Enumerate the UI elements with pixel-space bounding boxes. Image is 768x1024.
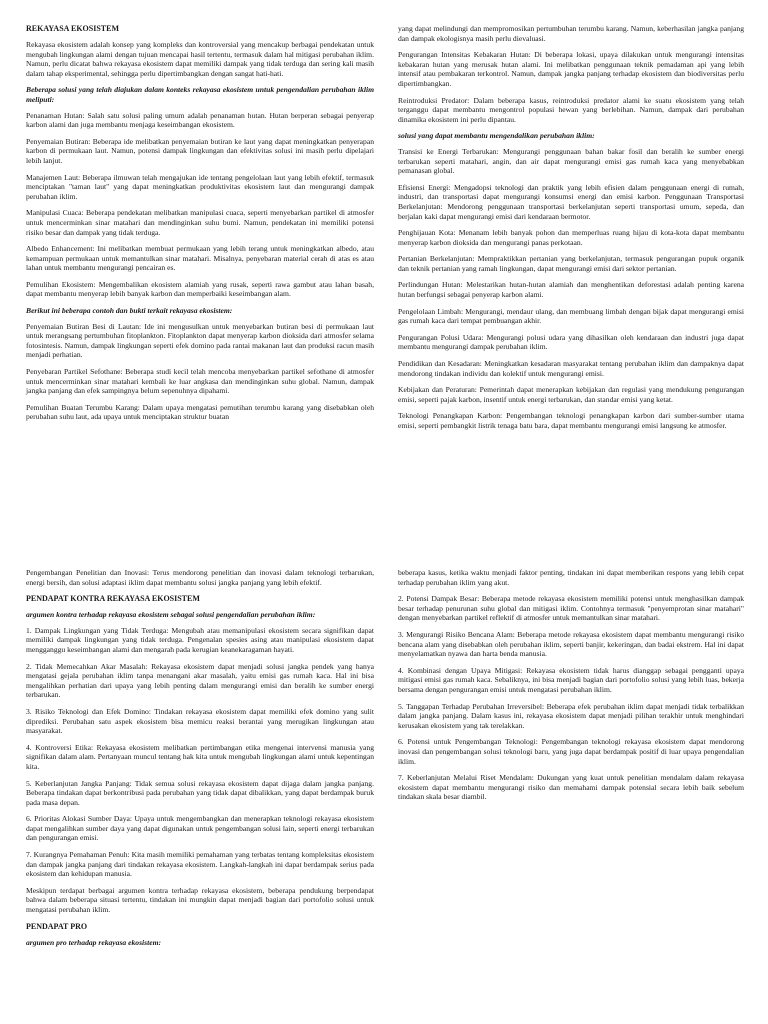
paragraph: Pemulihan Ekosistem: Mengembalikan ekosistem alamiah yang rusak, seperti rawa gambut atau lahan basah, dapat membantu menyerap lebih banyak karbon dan memperbaiki keseimbangan alam. xyxy=(26,279,374,299)
subsection-heading: argumen pro terhadap rekayasa ekosistem: xyxy=(26,937,162,947)
paragraph: Penyemaian Butiran: Beberapa ide melibatkan penyemaian butiran ke laut yang dapat meningkatkan penyerapan karbon di permukaan laut. Namun, potensi dampak lingkungan dan efektivitas solusi ini masih perlu dipelajari lebih lanjut. xyxy=(26,136,374,165)
subsection-heading: Beberapa solusi yang telah diajukan dalam konteks rekayasa ekosistem untuk pengendalian perubahan iklim meliputi: xyxy=(26,85,374,104)
paragraph: Pengelolaan Limbah: Mengurangi, mendaur ulang, dan membuang limbah dengan bijak dapat mengurangi emisi gas rumah kaca dari tempat pembuangan akhir. xyxy=(398,306,744,326)
paragraph: Pemulihan Buatan Terumbu Karang: Dalam upaya mengatasi pemutihan terumbu karang yang disebabkan oleh perubahan suhu laut, ada upaya untuk menciptakan struktur buatan xyxy=(26,402,374,422)
page-separator xyxy=(0,540,768,562)
paragraph: 4. Kombinasi dengan Upaya Mitigasi: Rekayasa ekosistem tidak harus dianggap sebagai pengganti upaya mitigasi emisi gas rumah kaca. Sebaliknya, ini bisa menjadi bagian dari portofolio solusi yang lebih luas, bekerja bersama dengan pengurangan emisi untuk mengatasi perubahan iklim. xyxy=(398,665,744,694)
subsection-heading: Berikut ini beberapa contoh dan bukti terkait rekayasa ekosistem: xyxy=(26,306,233,316)
paragraph: 3. Mengurangi Risiko Bencana Alam: Beberapa metode rekayasa ekosistem dapat membantu mengurangi risiko bencana alam yang disebabkan oleh perubahan iklim, seperti banjir, kekeringan, dan badai ekstrem. Hal ini dapat menyelamatkan nyawa dan harta benda manusia. xyxy=(398,629,744,659)
paragraph: 6. Potensi untuk Pengembangan Teknologi: Pengembangan teknologi rekayasa ekosistem dapat mendorong inovasi dan pengembangan solusi teknologi baru, yang juga dapat berdampak positif di luar upaya pengendalian iklim. xyxy=(398,737,744,766)
subsection-heading: argumen kontra terhadap rekayasa ekosistem sebagai solusi pengendalian perubahan iklim: xyxy=(26,610,316,620)
paragraph: Penyebaran Partikel Sefothane: Beberapa studi kecil telah mencoba menyebarkan partikel sefothane di atmosfer untuk mencerminkan sinar matahari kembali ke luar angkasa dan mendinginkan suhu global. Namun, dampak jangka panjang dan efek sampingnya belum sepenuhnya dipahami. xyxy=(26,367,374,396)
paragraph: Manipulasi Cuaca: Beberapa pendekatan melibatkan manipulasi cuaca, seperti menyebarkan partikel di atmosfer untuk mencerminkan sinar matahari dan mendinginkan suhu bumi. Namun, pendekatan ini memiliki potensi risiko besar dan dampak yang tidak terduga. xyxy=(26,208,374,237)
paragraph: Kebijakan dan Peraturan: Pemerintah dapat menerapkan kebijakan dan regulasi yang mendukung pengurangan emisi, seperti pajak karbon, insentif untuk energi terbarukan, dan standar emisi yang ketat. xyxy=(398,385,744,404)
paragraph: 4. Kontroversi Etika: Rekayasa ekosistem melibatkan pertimbangan etika mengenai intervensi manusia yang signifikan dalam alam. Pertanyaan muncul tentang hak kita untuk mengubah lingkungan alami untuk kepentingan kita. xyxy=(26,742,374,771)
paragraph: Pengurangan Intensitas Kebakaran Hutan: Di beberapa lokasi, upaya dilakukan untuk mengurangi intensitas kebakaran hutan yang merusak hutan alami. Ini melibatkan penggunaan teknik pemadaman api yang lebih intensif atau pembakaran terkontrol. Namun, dampak jangka panjang terhadap ekosistem dan biodiversitas perlu dipertimbangkan. xyxy=(398,50,744,88)
paragraph: Penghijauan Kota: Menanam lebih banyak pohon dan memperluas ruang hijau di kota-kota dapat membantu menyerap karbon dioksida dan mengurangi panas perkotaan. xyxy=(398,228,744,247)
subsection-heading: solusi yang dapat membantu mengendalikan perubahan iklim: xyxy=(398,131,595,141)
paragraph: Pendidikan dan Kesadaran: Meningkatkan kesadaran masyarakat tentang perubahan iklim dan dampaknya dapat mendorong tindakan individu dan kolektif untuk mengurangi emisi. xyxy=(398,359,744,378)
section-heading: PENDAPAT PRO xyxy=(26,921,88,931)
paragraph: Reintroduksi Predator: Dalam beberapa kasus, reintroduksi predator alami ke suatu ekosistem yang telah terganggu dapat membantu mengontrol populasi hewan yang berlebihan. Namun, dampak dari perubahan dinamika ekosistem ini perlu dipantau. xyxy=(398,95,744,124)
paragraph: Perlindungan Hutan: Melestarikan hutan-hutan alamiah dan menghentikan deforestasi adalah penting karena hutan berfungsi sebagai penyerap karbon alami. xyxy=(398,280,744,300)
paragraph: Rekayasa ekosistem adalah konsep yang kompleks dan kontroversial yang mencakup berbagai pendekatan untuk mengubah lingkungan alami dengan tujuan mencapai hasil tertentu, termasuk dalam hal mitigasi perubahan iklim. Namun, perlu dicatat bahwa rekayasa ekosistem dapat memiliki dampak yang tidak terduga dan sering kali masih dalam tahap eksperimental, sehingga perlu dipertimbangkan dengan sangat hati-hati. xyxy=(26,40,374,78)
paragraph: Pengembangan Penelitian dan Inovasi: Terus mendorong penelitian dan inovasi dalam teknologi terbarukan, energi bersih, dan solusi adaptasi iklim dapat membantu solusi jangka panjang yang lebih efektif. xyxy=(26,568,374,587)
bottom-left-column xyxy=(26,568,374,953)
top-right-column xyxy=(398,24,744,438)
paragraph: 5. Keberlanjutan Jangka Panjang: Tidak semua solusi rekayasa ekosistem dapat dijaga dalam jangka panjang. Beberapa tindakan dapat berkontribusi pada perubahan yang tidak dapat dibalikkan, yang dapat berdampak buruk pada masa depan. xyxy=(26,778,374,807)
paragraph: 6. Prioritas Alokasi Sumber Daya: Upaya untuk mengembangkan dan menerapkan teknologi rekayasa ekosistem dapat mengalihkan sumber daya yang dapat digunakan untuk pengembangan solusi lain, seperti energi terbarukan dan pengurangan emisi. xyxy=(26,814,374,843)
paragraph: 1. Dampak Lingkungan yang Tidak Terduga: Mengubah atau memanipulasi ekosistem secara signifikan dapat memiliki dampak lingkungan yang tidak terduga. Pengenalan spesies asing atau manipulasi ekosistem dapat mengganggu keseimbangan alami dan mengarah pada kerugian keanekaragaman hayati. xyxy=(26,625,374,654)
paragraph: Efisiensi Energi: Mengadopsi teknologi dan praktik yang lebih efisien dalam penggunaan energi di rumah, industri, dan transportasi dapat mengurangi konsumsi energi dan emisi karbon. Penggunaan Transportasi Berkelanjutan: Mendorong penggunaan transportasi berkelanjutan seperti transportasi umum, sepeda, dan berjalan kaki dapat mengurangi emisi dari kendaraan bermotor. xyxy=(398,182,744,221)
paragraph: beberapa kasus, ketika waktu menjadi faktor penting, tindakan ini dapat memberikan respons yang lebih cepat terhadap perubahan iklim yang akut. xyxy=(398,568,744,587)
paragraph: Meskipun terdapat berbagai argumen kontra terhadap rekayasa ekosistem, beberapa pendukung berpendapat bahwa dalam beberapa situasi tertentu, tindakan ini mungkin dapat menjadi bagian dari portofolio solusi untuk mengatasi perubahan iklim. xyxy=(26,885,374,915)
paragraph: 7. Keberlanjutan Melalui Riset Mendalam: Dukungan yang kuat untuk penelitian mendalam dalam rekayasa ekosistem dapat membantu mengurangi risiko dan memahami dampak potensial secara lebih baik sebelum tindakan skala besar diambil. xyxy=(398,773,744,802)
paragraph: Penyemaian Butiran Besi di Lautan: Ide ini mengusulkan untuk menyebarkan butiran besi di permukaan laut untuk merangsang pertumbuhan fitoplankton. Fitoplankton dapat menyerap karbon dioksida dari atmosfer selama fotosintesis. Namun, dampak lingkungan seperti efek domino pada rantai makanan laut dan produksi racun masih menjadi perhatian. xyxy=(26,321,374,360)
paragraph: Teknologi Penangkapan Karbon: Pengembangan teknologi penangkapan karbon dari sumber-sumber utama emisi, seperti pembangkit listrik tenaga batu bara, dapat membantu mengurangi emisi langsung ke atmosfer. xyxy=(398,411,744,430)
paragraph: Pengurangan Polusi Udara: Mengurangi polusi udara yang dihasilkan oleh kendaraan dan industri juga dapat membantu mengurangi dampak perubahan iklim. xyxy=(398,332,744,352)
bottom-right-column xyxy=(398,568,744,809)
paragraph: Albedo Enhancement: Ini melibatkan membuat permukaan yang lebih terang untuk meningkatkan albedo, atau kemampuan permukaan untuk memantulkan sinar matahari. Misalnya, penyebaran material cerah di atas es atau lahan untuk membantu mengurangi pencairan es. xyxy=(26,244,374,273)
paragraph: Penanaman Hutan: Salah satu solusi paling umum adalah penanaman hutan. Hutan berperan sebagai penyerap karbon alami dan juga membantu menjaga keseimbangan ekosistem. xyxy=(26,110,374,130)
paragraph: Pertanian Berkelanjutan: Mempraktikkan pertanian yang berkelanjutan, termasuk pengurangan pupuk organik dan teknik pertanian yang ramah lingkungan, dapat mengurangi emisi dari sektor pertanian. xyxy=(398,254,744,273)
top-left-column xyxy=(26,24,374,429)
paragraph: Transisi ke Energi Terbarukan: Mengurangi penggunaan bahan bakar fosil dan beralih ke sumber energi terbarukan seperti matahari, angin, dan air dapat mengurangi emisi gas rumah kaca yang menyebabkan pemanasan global. xyxy=(398,146,744,176)
paragraph: 5. Tanggapan Terhadap Perubahan Irreversibel: Beberapa efek perubahan iklim dapat menjadi tidak terbalikkan dalam jangka panjang. Dalam kasus ini, rekayasa ekosistem dapat menjadi pilihan terakhir untuk menghindari kerusakan ekosistem yang tak terelakkan. xyxy=(398,701,744,730)
paragraph: yang dapat melindungi dan mempromosikan pertumbuhan terumbu karang. Namun, keberhasilan jangka panjang dan dampak ekologisnya masih perlu dievaluasi. xyxy=(398,24,744,43)
paragraph: Manajemen Laut: Beberapa ilmuwan telah mengajukan ide tentang pengelolaan laut yang lebih efektif, termasuk menciptakan "taman laut" yang dapat meningkatkan produktivitas ekosistem laut dan mengurangi dampak perubahan iklim. xyxy=(26,172,374,201)
paragraph: 3. Risiko Teknologi dan Efek Domino: Tindakan rekayasa ekosistem dapat memiliki efek domino yang sulit diprediksi. Perubahan satu aspek ekosistem bisa memicu reaksi berantai yang merugikan lingkungan atau masyarakat. xyxy=(26,706,374,736)
paragraph: 2. Tidak Memecahkan Akar Masalah: Rekayasa ekosistem dapat menjadi solusi jangka pendek yang hanya mengatasi gejala perubahan iklim tanpa menangani akar masalah, yaitu emisi gas rumah kaca. Hal ini bisa mengalihkan perhatian dari upaya yang lebih penting dalam mengurangi emisi dan beralih ke sumber energi terbarukan. xyxy=(26,661,374,700)
paragraph: 2. Potensi Dampak Besar: Beberapa metode rekayasa ekosistem memiliki potensi untuk menghasilkan dampak besar terhadap penurunan suhu global dan mitigasi iklim. Contohnya termasuk "penyemprotan sinar matahari" dengan menyebarkan partikel reflektif di atmosfer untuk memantulkan sinar matahari. xyxy=(398,594,744,623)
section-heading: REKAYASA EKOSISTEM xyxy=(26,24,119,33)
page-bottom-half xyxy=(0,562,768,1024)
paragraph: 7. Kurangnya Pemahaman Penuh: Kita masih memiliki pemahaman yang terbatas tentang kompleksitas ekosistem dan dampak jangka panjang dari tindakan rekayasa ekosistem. Langkah-langkah ini dapat berdampak serius pada ekosistem dan kehidupan manusia. xyxy=(26,850,374,879)
section-heading: PENDAPAT KONTRA REKAYASA EKOSISTEM xyxy=(26,594,200,604)
